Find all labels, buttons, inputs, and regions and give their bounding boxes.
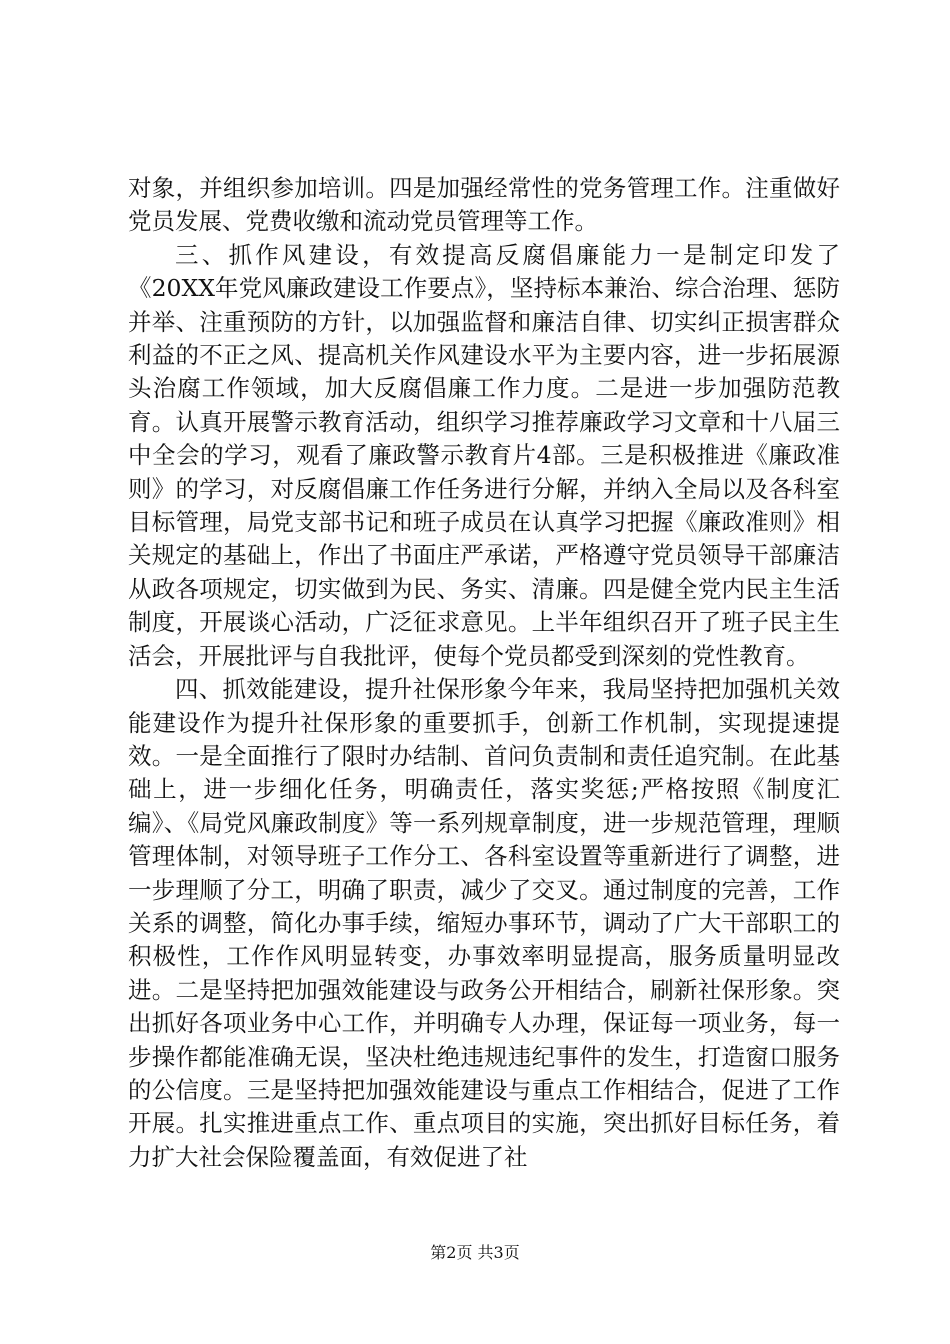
paragraph-1: 对象，并组织参加培训。四是加强经常性的党务管理工作。注重做好党员发展、党费收缴和流动党员管理等工作。 [128, 174, 840, 236]
page-number-label: 第2页 共3页 [430, 1243, 520, 1262]
paragraph-2: 三、抓作风建设，有效提高反腐倡廉能力一是制定印发了《20XX年党风廉政建设工作要点》，坚持标本兼治、综合治理、惩防并举、注重预防的方针，以加强监督和廉洁自律、切实纠正损害群众利益的不正之风、提高机关作风建设水平为主要内容，进一步拓展源头治腐工作领域，加大反腐倡廉工作力度。二是进一步加强防范教育。认真开展警示教育活动，组织学习推荐廉政学习文章和十八届三中全会的学习，观看了廉政警示教育片4部。三是积极推进《廉政准则》的学习，对反腐倡廉工作任务进行分解，并纳入全局以及各科室目标管理，局党支部书记和班子成员在认真学习把握《廉政准则》相关规定的基础上，作出了书面庄严承诺，严格遵守党员领导干部廉洁从政各项规定，切实做到为民、务实、清廉。四是健全党内民主生活制度，开展谈心活动，广泛征求意见。上半年组织召开了班子民主生活会，开展批评与自我批评，使每个党员都受到深刻的党性教育。 [128, 240, 840, 670]
document-body [128, 172, 840, 1174]
paragraph-3: 四、抓效能建设，提升社保形象今年来，我局坚持把加强机关效能建设作为提升社保形象的重要抓手，创新工作机制，实现提速提效。一是全面推行了限时办结制、首问负责制和责任追究制。在此基础上，进一步细化任务，明确责任，落实奖惩;严格按照《制度汇编》、《局党风廉政制度》等一系列规章制度，进一步规范管理，理顺管理体制，对领导班子工作分工、各科室设置等重新进行了调整，进一步理顺了分工，明确了职责，减少了交叉。通过制度的完善，工作关系的调整，简化办事手续，缩短办事环节，调动了广大干部职工的积极性，工作作风明显转变，办事效率明显提高，服务质量明显改进。二是坚持把加强效能建设与政务公开相结合，刷新社保形象。突出抓好各项业务中心工作，并明确专人办理，保证每一项业务，每一步操作都能准确无误，坚决杜绝违规违纪事件的发生，打造窗口服务的公信度。三是坚持把加强效能建设与重点工作相结合，促进了工作开展。扎实推进重点工作、重点项目的实施，突出抓好目标任务，着力扩大社会保险覆盖面，有效促进了社 [128, 675, 840, 1171]
page-footer [0, 1243, 950, 1263]
